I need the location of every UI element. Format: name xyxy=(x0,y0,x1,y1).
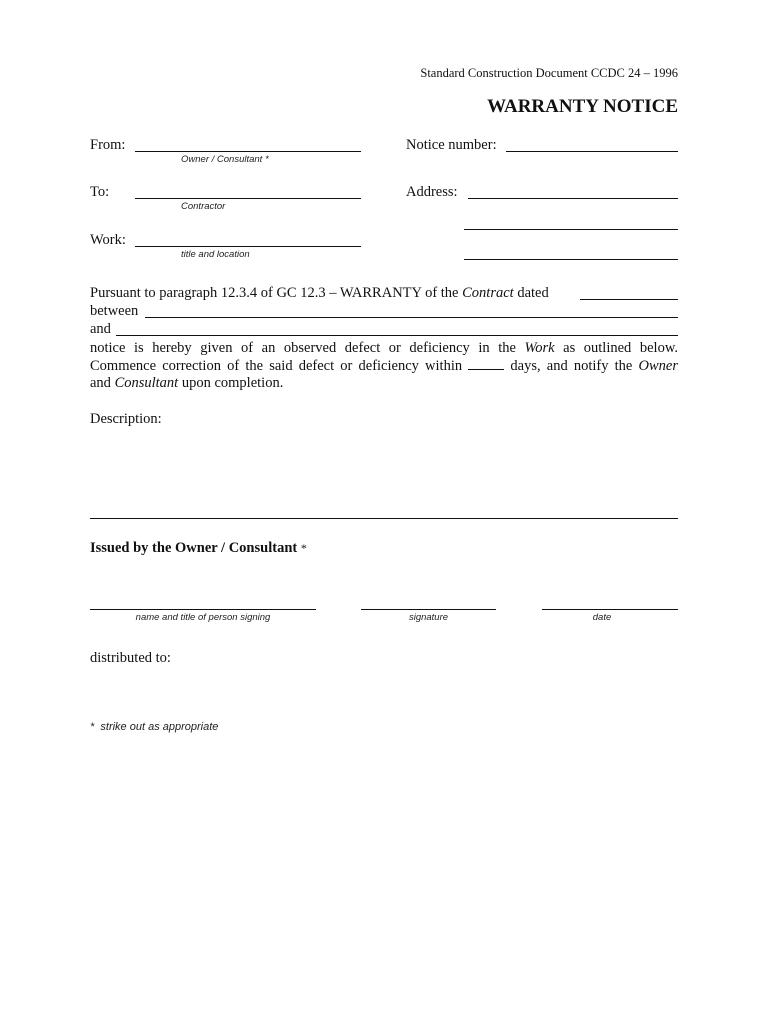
from-field[interactable] xyxy=(135,151,361,152)
signer-name-field[interactable] xyxy=(90,609,316,610)
issued-by-asterisk: * xyxy=(300,541,307,555)
pursuant-contract-word: Contract xyxy=(462,285,514,301)
pursuant-text xyxy=(90,285,549,302)
address-label: Address: xyxy=(406,184,458,200)
work-label: Work: xyxy=(90,232,126,248)
issued-by-label xyxy=(90,540,307,557)
commence-sentence xyxy=(90,357,678,375)
address-field-line-2[interactable] xyxy=(464,229,678,230)
to-caption: Contractor xyxy=(181,201,226,212)
issued-by-text: Issued by the Owner / Consultant xyxy=(90,540,298,556)
document-title: WARRANTY NOTICE xyxy=(487,96,678,117)
pursuant-text-a: Pursuant to paragraph 12.3.4 of GC 12.3 – WARRANTY of the xyxy=(90,285,463,301)
notice-number-label: Notice number: xyxy=(406,137,497,153)
work-caption: title and location xyxy=(181,249,250,260)
from-caption: Owner / Consultant * xyxy=(181,154,269,165)
commence-text-a: Commence correction of the said defect or deficiency within xyxy=(90,358,469,374)
notice-work-word: Work xyxy=(524,340,555,356)
and-field[interactable] xyxy=(116,335,678,336)
notice-sentence xyxy=(90,339,678,357)
description-field[interactable] xyxy=(90,518,678,519)
notice-text-b: as outlined below. xyxy=(554,340,678,356)
work-field[interactable] xyxy=(135,246,361,247)
signer-name-caption: name and title of person signing xyxy=(135,612,271,623)
and-label: and xyxy=(90,321,111,337)
days-field[interactable] xyxy=(468,357,504,370)
commence-text-b: days, and notify the xyxy=(504,358,639,374)
between-field[interactable] xyxy=(145,317,678,318)
notice-text-a: notice is hereby given of an observed defect or deficiency in the xyxy=(90,340,525,356)
from-label: From: xyxy=(90,137,126,153)
contract-date-field[interactable] xyxy=(580,299,678,300)
to-field[interactable] xyxy=(135,198,361,199)
consultant-tail: upon completion. xyxy=(178,375,284,391)
between-label: between xyxy=(90,303,139,319)
commence-owner-word: Owner xyxy=(638,358,678,374)
address-field-line-1[interactable] xyxy=(468,198,678,199)
signature-caption: signature xyxy=(408,612,449,623)
consultant-sentence xyxy=(90,375,283,392)
address-field-line-3[interactable] xyxy=(464,259,678,260)
notice-number-field[interactable] xyxy=(506,151,678,152)
date-caption: date xyxy=(592,612,612,623)
signature-field[interactable] xyxy=(361,609,496,610)
to-label: To: xyxy=(90,184,110,200)
date-field[interactable] xyxy=(542,609,678,610)
document-reference: Standard Construction Document CCDC 24 – 1996 xyxy=(420,66,678,80)
description-label: Description: xyxy=(90,411,162,427)
consultant-and: and xyxy=(90,375,115,391)
pursuant-text-b: dated xyxy=(513,285,549,301)
footnote: * strike out as appropriate xyxy=(90,721,219,733)
distributed-to-label: distributed to: xyxy=(90,650,171,666)
consultant-word: Consultant xyxy=(114,375,179,391)
